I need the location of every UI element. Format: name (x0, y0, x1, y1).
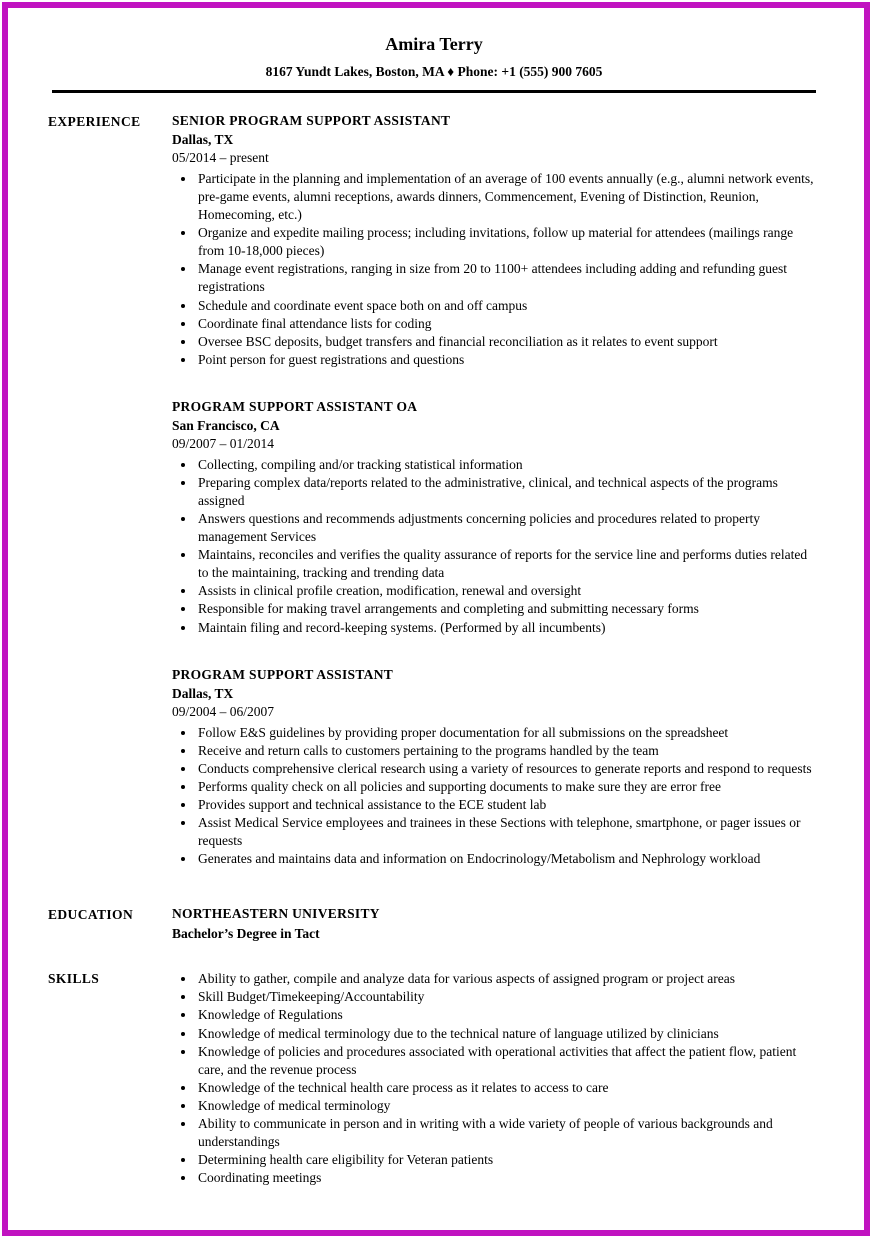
job-bullet: • Schedule and coordinate event space both on and off campus (196, 297, 820, 315)
section-label-skills: SKILLS (48, 971, 100, 987)
contact-line: 8167 Yundt Lakes, Boston, MA ♦ Phone: +1 (555) 900 7605 (265, 64, 603, 79)
job-dates: 09/2007 – 01/2014 (172, 435, 275, 451)
education-degree: Bachelor’s Degree in Tact (172, 926, 320, 942)
skill-item: • Coordinating meetings (196, 1169, 820, 1187)
job-bullets (172, 724, 820, 869)
job-bullet: • Point person for guest registrations and questions (196, 351, 820, 369)
job-bullet: • Responsible for making travel arrangements and completing and submitting necessary forms (196, 600, 820, 618)
job-bullet: • Generates and maintains data and information on Endocrinology/Metabolism and Nephrology workload (196, 850, 820, 868)
job-bullet: • Collecting, compiling and/or tracking statistical information (196, 456, 820, 474)
skill-item: • Ability to gather, compile and analyze data for various aspects of assigned program or project areas (196, 970, 820, 988)
job-bullet: • Assists in clinical profile creation, modification, renewal and oversight (196, 582, 820, 600)
job-bullet: • Assist Medical Service employees and trainees in these Sections with telephone, smartphone, or pager issues or requests (196, 814, 820, 850)
education-content (172, 906, 820, 942)
job-bullet: • Organize and expedite mailing process; including invitations, follow up material for attendees (mailings range from 10-18,000 pieces) (196, 224, 820, 260)
job-bullet: • Preparing complex data/reports related to the administrative, clinical, and technical aspects of the programs assigned (196, 474, 820, 510)
skill-item: • Knowledge of policies and procedures associated with operational activities that affect the patient flow, patient care, and the revenue process (196, 1043, 820, 1079)
job-bullet: • Maintains, reconciles and verifies the quality assurance of reports for the service line and performs duties related to the maintaining, tracking and trending data (196, 546, 820, 582)
job-title: PROGRAM SUPPORT ASSISTANT (172, 666, 394, 682)
header-divider (52, 90, 816, 93)
experience-content (172, 113, 820, 868)
job-bullet: • Performs quality check on all policies and supporting documents to make sure they are error free (196, 778, 820, 796)
skills-list (172, 970, 820, 1187)
education-school: NORTHEASTERN UNIVERSITY (172, 906, 380, 922)
job-bullets (172, 170, 820, 369)
skills-content (172, 970, 820, 1187)
job-bullet: • Follow E&S guidelines by providing proper documentation for all submissions on the spreadsheet (196, 724, 820, 742)
job-bullet: • Manage event registrations, ranging in size from 20 to 1100+ attendees including adding and refunding guest registrations (196, 260, 820, 296)
job-bullet: • Maintain filing and record-keeping systems. (Performed by all incumbents) (196, 619, 820, 637)
job-location: San Francisco, CA (172, 417, 280, 433)
skill-item: • Determining health care eligibility for Veteran patients (196, 1151, 820, 1169)
job-title: PROGRAM SUPPORT ASSISTANT OA (172, 398, 418, 414)
job-bullet: • Answers questions and recommends adjustments concerning policies and procedures related to property management Services (196, 510, 820, 546)
job-bullet: • Receive and return calls to customers pertaining to the programs handled by the team (196, 742, 820, 760)
section-label-experience: EXPERIENCE (48, 114, 141, 129)
skill-item: • Knowledge of Regulations (196, 1006, 820, 1024)
section-label-education: EDUCATION (48, 907, 134, 923)
skill-item: • Knowledge of medical terminology (196, 1097, 820, 1115)
job-bullet: • Conducts comprehensive clerical research using a variety of resources to generate reports and respond to requests (196, 760, 820, 778)
skills-section (48, 970, 820, 1187)
job-bullet: • Provides support and technical assistance to the ECE student lab (196, 796, 820, 814)
page-border (2, 2, 870, 1236)
resume-header (48, 34, 820, 93)
education-section (48, 906, 820, 942)
skill-item: • Skill Budget/Timekeeping/Accountability (196, 988, 820, 1006)
candidate-name: Amira Terry (385, 34, 483, 54)
job-location: Dallas, TX (172, 685, 234, 701)
skill-item: • Knowledge of the technical health care process as it relates to access to care (196, 1079, 820, 1097)
job-dates: 09/2004 – 06/2007 (172, 703, 275, 719)
job-entry (172, 113, 820, 369)
job-title: SENIOR PROGRAM SUPPORT ASSISTANT (172, 113, 451, 128)
job-location: Dallas, TX (172, 132, 234, 147)
job-dates: 05/2014 – present (172, 150, 269, 165)
resume-page (8, 8, 864, 1217)
job-bullet: • Coordinate final attendance lists for coding (196, 315, 820, 333)
skill-item: • Ability to communicate in person and in writing with a wide variety of people of various backgrounds and understandings (196, 1115, 820, 1151)
job-bullet: • Oversee BSC deposits, budget transfers and financial reconciliation as it relates to event support (196, 333, 820, 351)
skill-item: • Knowledge of medical terminology due to the technical nature of language utilized by clinicians (196, 1025, 820, 1043)
job-entry (172, 399, 820, 637)
job-bullets (172, 456, 820, 637)
job-entry (172, 667, 820, 869)
experience-section (48, 113, 820, 868)
job-bullet: • Participate in the planning and implementation of an average of 100 events annually (e.g., alumni network events, pre-game events, alumni receptions, awards dinners, Commencement, Evening of Distinction, Reunion, Homecoming, etc.) (196, 170, 820, 224)
